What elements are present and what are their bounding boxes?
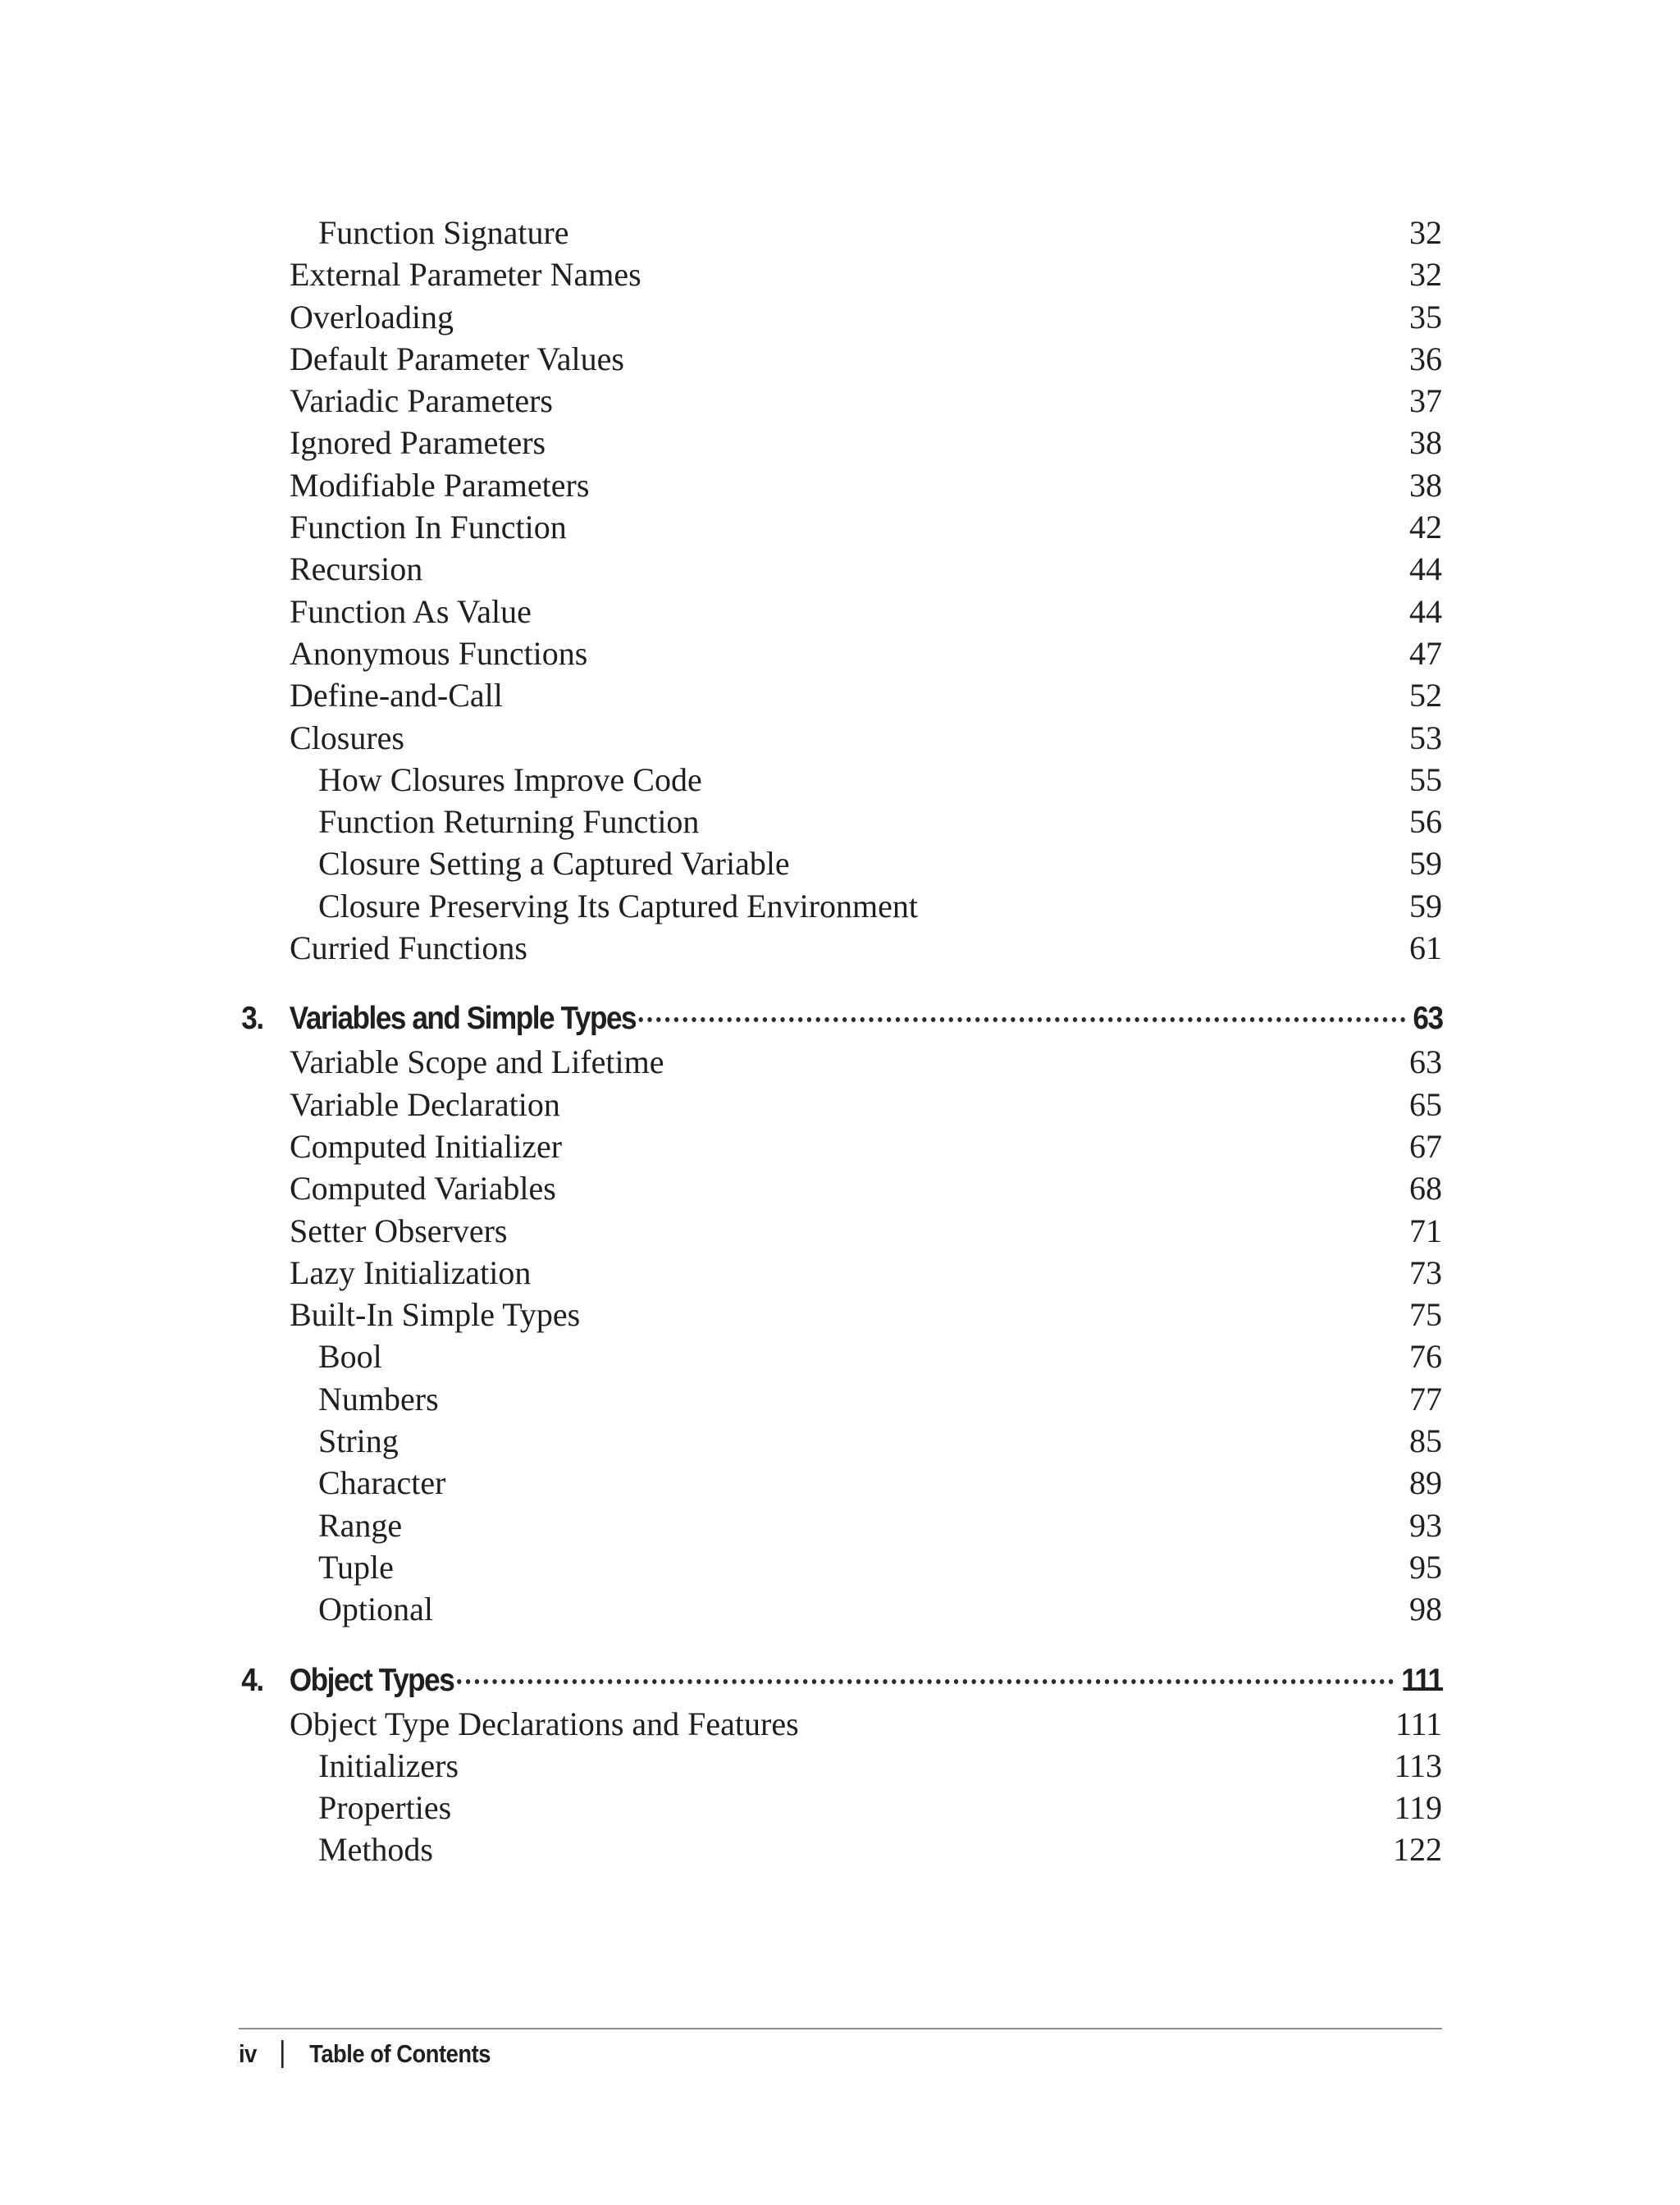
toc-entry-title: Tuple [318, 1548, 394, 1586]
toc-entry-title: Computed Initializer [290, 1127, 563, 1165]
footer-page-number: iv [239, 2039, 257, 2068]
toc-entry-page: 111 [1395, 1705, 1442, 1742]
toc-entry[interactable] [0, 422, 1680, 463]
table-of-contents [0, 212, 1680, 1871]
toc-entry-title: Bool [318, 1338, 382, 1376]
toc-entry-title: Function As Value [290, 592, 532, 630]
toc-entry[interactable] [0, 1335, 1680, 1377]
chapter-title: Variables and Simple Types [289, 1001, 637, 1037]
toc-entry[interactable] [0, 801, 1680, 842]
toc-entry-page: 47 [1409, 634, 1442, 672]
toc-entry-page: 38 [1409, 424, 1442, 462]
toc-entry-page: 98 [1409, 1591, 1442, 1628]
toc-entry-title: Initializers [318, 1746, 459, 1784]
toc-entry-title: Function Returning Function [318, 803, 700, 841]
toc-entry-page: 76 [1409, 1338, 1442, 1376]
toc-entry-title: Variable Declaration [290, 1085, 560, 1123]
dot-leader [639, 1017, 1406, 1022]
toc-entry-title: Curried Functions [290, 929, 527, 967]
toc-entry-title: Function Signature [318, 214, 569, 251]
toc-entry-title: Overloading [290, 298, 454, 336]
toc-entry[interactable] [0, 1378, 1680, 1420]
toc-entry-title: Range [318, 1506, 403, 1544]
toc-entry-title: Built-In Simple Types [290, 1296, 581, 1334]
toc-entry[interactable] [0, 548, 1680, 590]
chapter-title: Object Types [289, 1662, 454, 1698]
toc-entry-title: Methods [318, 1831, 433, 1869]
toc-entry[interactable] [0, 1588, 1680, 1630]
toc-entry[interactable] [0, 1167, 1680, 1209]
toc-entry-title: Optional [318, 1591, 433, 1628]
toc-entry-page: 63 [1409, 1043, 1442, 1081]
toc-entry-title: Computed Variables [290, 1170, 556, 1208]
toc-entry-title: Closure Setting a Captured Variable [318, 845, 790, 883]
toc-entry-title: Properties [318, 1789, 452, 1827]
toc-entry-title: Function In Function [290, 509, 567, 546]
chapter-number: 3. [241, 1001, 263, 1037]
toc-entry[interactable] [0, 253, 1680, 295]
toc-entry[interactable] [0, 1210, 1680, 1252]
toc-entry-title: Closures [290, 719, 404, 756]
toc-entry[interactable] [0, 1546, 1680, 1588]
toc-entry[interactable] [0, 1252, 1680, 1294]
toc-entry-page: 113 [1394, 1746, 1442, 1784]
toc-entry-title: Anonymous Functions [290, 634, 588, 672]
toc-entry[interactable] [0, 1462, 1680, 1504]
toc-entry[interactable] [0, 674, 1680, 716]
toc-entry-page: 32 [1409, 214, 1442, 251]
chapter-heading[interactable] [0, 997, 1680, 1041]
toc-entry-title: Default Parameter Values [290, 340, 624, 377]
toc-entry-page: 67 [1409, 1127, 1442, 1165]
chapter-number: 4. [241, 1662, 263, 1698]
toc-entry[interactable] [0, 464, 1680, 506]
toc-entry[interactable] [0, 1041, 1680, 1083]
toc-entry-title: External Parameter Names [290, 256, 641, 294]
toc-entry-page: 42 [1409, 509, 1442, 546]
toc-entry-page: 61 [1409, 929, 1442, 967]
toc-entry[interactable] [0, 1125, 1680, 1167]
chapter-heading[interactable] [0, 1659, 1680, 1703]
chapter-page: 63 [1413, 1001, 1443, 1037]
toc-entry-page: 71 [1409, 1212, 1442, 1249]
toc-entry-page: 119 [1394, 1789, 1442, 1827]
footer-divider [239, 2028, 1442, 2029]
toc-entry[interactable] [0, 1745, 1680, 1787]
toc-entry-title: Lazy Initialization [290, 1253, 532, 1291]
page-footer [239, 2036, 491, 2072]
toc-entry-page: 35 [1409, 298, 1442, 336]
toc-entry[interactable] [0, 1294, 1680, 1335]
toc-entry-page: 77 [1409, 1380, 1442, 1418]
toc-entry[interactable] [0, 212, 1680, 253]
toc-entry-page: 38 [1409, 466, 1442, 504]
toc-entry-page: 65 [1409, 1085, 1442, 1123]
toc-entry[interactable] [0, 759, 1680, 801]
toc-entry-title: Object Type Declarations and Features [290, 1705, 799, 1742]
toc-entry[interactable] [0, 338, 1680, 380]
toc-entry-title: Closure Preserving Its Captured Environment [318, 887, 918, 924]
toc-entry-page: 59 [1409, 845, 1442, 883]
toc-entry-page: 56 [1409, 803, 1442, 841]
toc-entry-title: Modifiable Parameters [290, 466, 590, 504]
toc-entry-page: 75 [1409, 1296, 1442, 1334]
toc-entry-page: 44 [1409, 550, 1442, 588]
toc-entry[interactable] [0, 591, 1680, 632]
toc-entry-page: 44 [1409, 592, 1442, 630]
toc-entry[interactable] [0, 296, 1680, 338]
toc-entry-page: 95 [1409, 1548, 1442, 1586]
toc-entry[interactable] [0, 717, 1680, 759]
toc-entry[interactable] [0, 506, 1680, 548]
toc-entry[interactable] [0, 1420, 1680, 1462]
toc-entry[interactable] [0, 632, 1680, 674]
toc-entry-page: 73 [1409, 1253, 1442, 1291]
toc-entry-page: 32 [1409, 256, 1442, 294]
chapter-page: 111 [1401, 1662, 1443, 1698]
toc-entry-page: 89 [1409, 1464, 1442, 1502]
toc-entry-page: 85 [1409, 1422, 1442, 1460]
toc-entry-title: String [318, 1422, 399, 1460]
toc-entry[interactable] [0, 380, 1680, 422]
toc-entry-title: How Closures Improve Code [318, 760, 702, 798]
toc-entry-page: 68 [1409, 1170, 1442, 1208]
toc-entry-title: Ignored Parameters [290, 424, 546, 462]
toc-entry-page: 53 [1409, 719, 1442, 756]
toc-entry-page: 37 [1409, 382, 1442, 420]
toc-entry-page: 52 [1409, 677, 1442, 714]
toc-entry-title: Variable Scope and Lifetime [290, 1043, 664, 1081]
toc-entry-title: Setter Observers [290, 1212, 508, 1249]
toc-entry[interactable] [0, 1084, 1680, 1125]
toc-entry-page: 122 [1393, 1831, 1442, 1869]
toc-entry[interactable] [0, 927, 1680, 969]
toc-entry-page: 93 [1409, 1506, 1442, 1544]
toc-entry[interactable] [0, 1504, 1680, 1546]
toc-entry-page: 36 [1409, 340, 1442, 377]
toc-entry[interactable] [0, 1828, 1680, 1870]
toc-entry-title: Numbers [318, 1380, 439, 1418]
toc-entry-title: Variadic Parameters [290, 382, 553, 420]
toc-entry[interactable] [0, 1787, 1680, 1828]
toc-entry-title: Character [318, 1464, 446, 1502]
toc-entry-title: Recursion [290, 550, 423, 588]
dot-leader [457, 1679, 1394, 1684]
toc-entry-page: 55 [1409, 760, 1442, 798]
toc-entry[interactable] [0, 1703, 1680, 1745]
footer-section-title: Table of Contents [309, 2039, 491, 2068]
footer-separator [281, 2040, 284, 2068]
toc-entry-title: Define-and-Call [290, 677, 503, 714]
toc-entry[interactable] [0, 885, 1680, 927]
toc-entry-page: 59 [1409, 887, 1442, 924]
toc-entry[interactable] [0, 842, 1680, 884]
